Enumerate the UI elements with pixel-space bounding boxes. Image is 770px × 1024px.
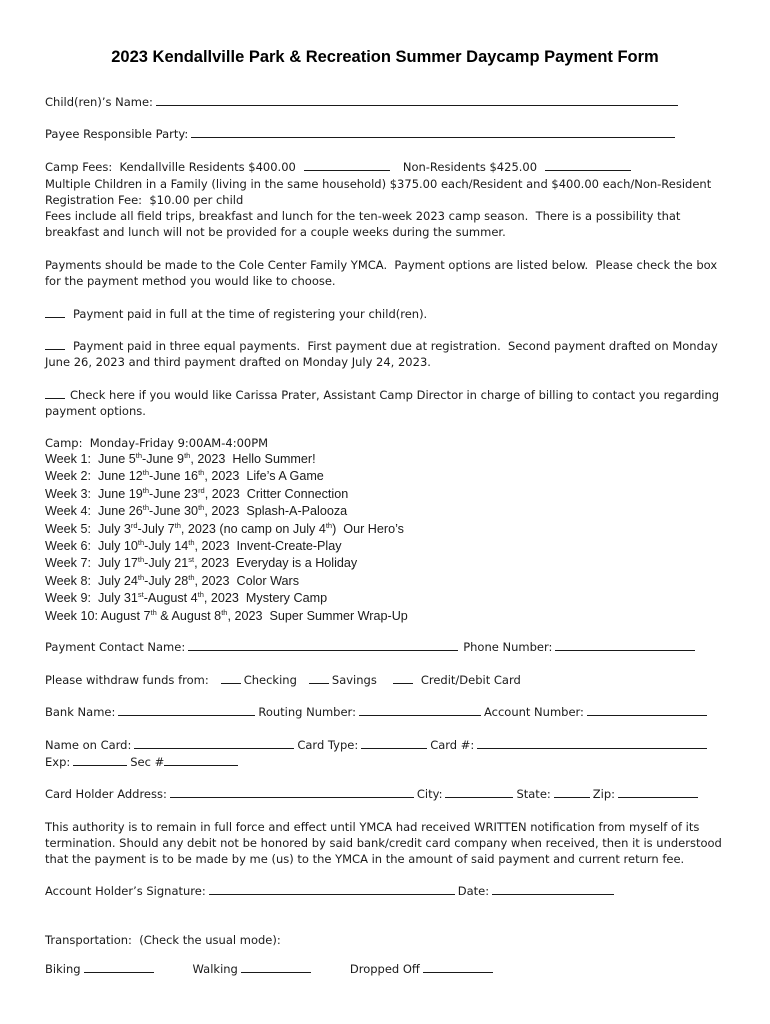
address-label: Card Holder Address: [45, 787, 167, 801]
week-row [45, 573, 299, 590]
week-row [45, 451, 316, 468]
ordinal-suffix: st [188, 555, 195, 565]
contact-billing-label-2: payment options. [45, 404, 146, 418]
ordinal-suffix: th [137, 537, 145, 547]
week-row [45, 590, 327, 607]
state-field[interactable] [554, 786, 590, 798]
ordinal-suffix: th [188, 537, 195, 547]
payment-full-label: Payment paid in full at the time of registering your child(ren). [73, 307, 428, 321]
walking-label: Walking [192, 962, 238, 976]
ordinal-suffix: th [174, 520, 181, 530]
week-text: Week 1: June 5 [45, 452, 136, 466]
payee-field[interactable] [191, 126, 675, 138]
dropped-off-field[interactable] [423, 961, 493, 973]
week-text: Week 3: June 19 [45, 486, 143, 501]
children-name-row [45, 94, 681, 111]
week-text: -August 4 [143, 591, 198, 606]
date-label: Date: [457, 884, 490, 898]
ordinal-suffix: th [198, 468, 205, 478]
address-row [45, 786, 701, 803]
exp-label: Exp: [45, 755, 71, 769]
ordinal-suffix: th [198, 503, 205, 512]
walking-field[interactable] [241, 961, 311, 973]
payment-contact-field[interactable] [188, 639, 458, 651]
ordinal-suffix: th [137, 555, 145, 565]
card-type-label: Card Type: [297, 738, 359, 752]
savings-label: Savings [331, 673, 377, 687]
payment-option-three [45, 338, 718, 355]
week-text: -June 9 [142, 452, 185, 466]
savings-check[interactable] [309, 672, 329, 684]
week-text: , 2023 Splash-A-Palooza [204, 504, 348, 519]
week-text: Week 5: July 3 [45, 521, 131, 536]
week-text: Week 10: August 7 [45, 608, 151, 623]
form-title: 2023 Kendallville Park & Recreation Summer Daycamp Payment Form [111, 48, 659, 66]
multiple-children-text: Multiple Children in a Family (living in the same household) $375.00 each/Resident and $400.00 each/Non-Resident [45, 177, 712, 191]
ordinal-suffix: th [142, 485, 150, 495]
ordinal-suffix: th [137, 572, 145, 582]
week-row [45, 503, 347, 520]
authority-text-3: that the payment is to be made by me (us) to the YMCA in the amount of said payment and current return fee. [45, 852, 685, 866]
biking-label: Biking [45, 962, 81, 976]
card-label: Credit/Debit Card [420, 673, 521, 687]
ordinal-suffix: th [142, 503, 150, 512]
signature-field[interactable] [209, 883, 455, 895]
payment-option-full [45, 306, 427, 323]
sec-label: Sec # [130, 755, 165, 769]
week-text: -June 30 [149, 504, 199, 519]
name-on-card-field[interactable] [134, 737, 294, 749]
phone-label: Phone Number: [463, 640, 553, 654]
week-row [45, 538, 342, 555]
week-row [45, 521, 404, 538]
address-field[interactable] [170, 786, 414, 798]
week-row [45, 555, 357, 572]
week-text: , 2023 (no camp on July 4 [180, 521, 326, 536]
ordinal-suffix: th [325, 520, 333, 530]
week-row [45, 468, 324, 485]
payments-intro-2: for the payment method you would like to choose. [45, 274, 336, 288]
sec-field[interactable] [164, 754, 238, 766]
week-text: -June 16 [149, 469, 199, 484]
account-number-field[interactable] [587, 704, 707, 716]
checking-label: Checking [243, 673, 297, 687]
week-text: -July 28 [144, 573, 189, 588]
week-text: , 2023 Life’s A Game [204, 469, 324, 484]
ordinal-suffix: th [188, 572, 195, 582]
payment-contact-row [45, 639, 698, 656]
ordinal-suffix: th [135, 450, 143, 460]
payment-three-label: Payment paid in three equal payments. First payment due at registration. Second payment drafted on Monday [73, 339, 718, 353]
payment-option-contact [45, 387, 719, 404]
week-text: , 2023 Super Summer Wrap-Up [227, 608, 408, 623]
biking-field[interactable] [84, 961, 154, 973]
camp-fees-row [45, 159, 634, 176]
account-number-label: Account Number: [483, 705, 584, 719]
resident-fee-check[interactable] [304, 159, 390, 171]
withdraw-row [45, 672, 521, 689]
week-text: Week 4: June 26 [45, 504, 143, 519]
week-text: -July 14 [144, 539, 189, 553]
withdraw-label: Please withdraw funds from: [45, 673, 209, 687]
contact-billing-check[interactable] [45, 387, 65, 399]
week-text: , 2023 Invent-Create-Play [194, 539, 342, 553]
card-number-field[interactable] [477, 737, 707, 749]
ordinal-suffix: th [142, 468, 150, 478]
ordinal-suffix: rd [130, 520, 138, 530]
ordinal-suffix: rd [198, 485, 205, 495]
payment-three-check[interactable] [45, 338, 65, 350]
children-name-label: Child(ren)’s Name: [45, 95, 153, 109]
bank-name-label: Bank Name: [45, 705, 116, 719]
card-row [45, 737, 710, 754]
week-text: Week 7: July 17 [45, 556, 138, 571]
camp-fees-label: Camp Fees: Kendallville Residents $400.00 [45, 160, 296, 174]
camp-hours: Camp: Monday-Friday 9:00AM-4:00PM [45, 436, 269, 450]
transportation-row [45, 961, 496, 978]
week-text: -July 7 [137, 521, 175, 536]
ordinal-suffix: th [197, 590, 204, 599]
transportation-heading: Transportation: (Check the usual mode): [45, 933, 281, 947]
signature-label: Account Holder’s Signature: [45, 884, 206, 898]
payments-intro-1: Payments should be made to the Cole Center Family YMCA. Payment options are listed below. Please check the box [45, 258, 718, 272]
week-row [45, 486, 348, 503]
ordinal-suffix: th [150, 607, 157, 617]
payee-label: Payee Responsible Party: [45, 127, 189, 141]
ordinal-suffix: th [221, 607, 228, 617]
fees-include-text-1: Fees include all field trips, breakfast and lunch for the ten-week 2023 camp season. There is a possibility that [45, 209, 681, 223]
week-text: Week 8: July 24 [45, 573, 138, 588]
payment-contact-label: Payment Contact Name: [45, 640, 186, 654]
week-text: , 2023 Mystery Camp [203, 591, 328, 606]
week-text: Week 6: July 10 [45, 539, 138, 553]
city-field[interactable] [445, 786, 513, 798]
week-text: , 2023 Hello Summer! [190, 452, 316, 466]
name-on-card-label: Name on Card: [45, 738, 132, 752]
payment-full-check[interactable] [45, 306, 65, 318]
payment-three-label-2: June 26, 2023 and third payment drafted on Monday July 24, 2023. [45, 355, 431, 369]
exp-row [45, 754, 241, 771]
city-label: City: [416, 787, 443, 801]
contact-billing-label: Check here if you would like Carissa Prater, Assistant Camp Director in charge of billing to contact you regarding [70, 388, 720, 402]
fees-include-text-2: breakfast and lunch will not be provided for a couple weeks during the summer. [45, 225, 506, 239]
nonresident-fee-label: Non-Residents $425.00 [402, 160, 538, 174]
week-text: Week 9: July 31 [45, 591, 138, 606]
week-text: , 2023 Critter Connection [204, 486, 349, 501]
nonresident-fee-check[interactable] [545, 159, 631, 171]
zip-field[interactable] [618, 786, 698, 798]
bank-row [45, 704, 710, 721]
week-text: -June 23 [149, 486, 199, 501]
exp-field[interactable] [73, 754, 127, 766]
bank-name-field[interactable] [118, 704, 255, 716]
week-text: , 2023 Color Wars [194, 573, 300, 588]
children-name-field[interactable] [156, 94, 678, 106]
dropped-off-label: Dropped Off [349, 962, 420, 976]
payee-row [45, 126, 678, 143]
signature-row [45, 883, 617, 900]
week-text: -July 21 [144, 556, 189, 571]
week-text: , 2023 Everyday is a Holiday [194, 556, 358, 571]
routing-label: Routing Number: [258, 705, 356, 719]
week-row [45, 608, 408, 625]
week-text: Week 2: June 12 [45, 469, 143, 484]
zip-label: Zip: [592, 787, 616, 801]
phone-field[interactable] [555, 639, 695, 651]
registration-fee-text: Registration Fee: $10.00 per child [45, 193, 244, 207]
date-field[interactable] [492, 883, 614, 895]
routing-field[interactable] [359, 704, 481, 716]
ordinal-suffix: th [184, 450, 191, 460]
card-check[interactable] [393, 672, 413, 684]
week-text: ) Our Hero’s [332, 521, 404, 536]
week-text: & August 8 [156, 608, 222, 623]
card-type-field[interactable] [361, 737, 427, 749]
authority-text-1: This authority is to remain in full force and effect until YMCA had received WRITTEN notification from myself of its [45, 820, 700, 834]
checking-check[interactable] [221, 672, 241, 684]
card-number-label: Card #: [430, 738, 475, 752]
authority-text-2: termination. Should any debit not be honored by said bank/credit card company when received, then it is understood [45, 836, 722, 850]
state-label: State: [516, 787, 551, 801]
ordinal-suffix: st [137, 590, 144, 599]
